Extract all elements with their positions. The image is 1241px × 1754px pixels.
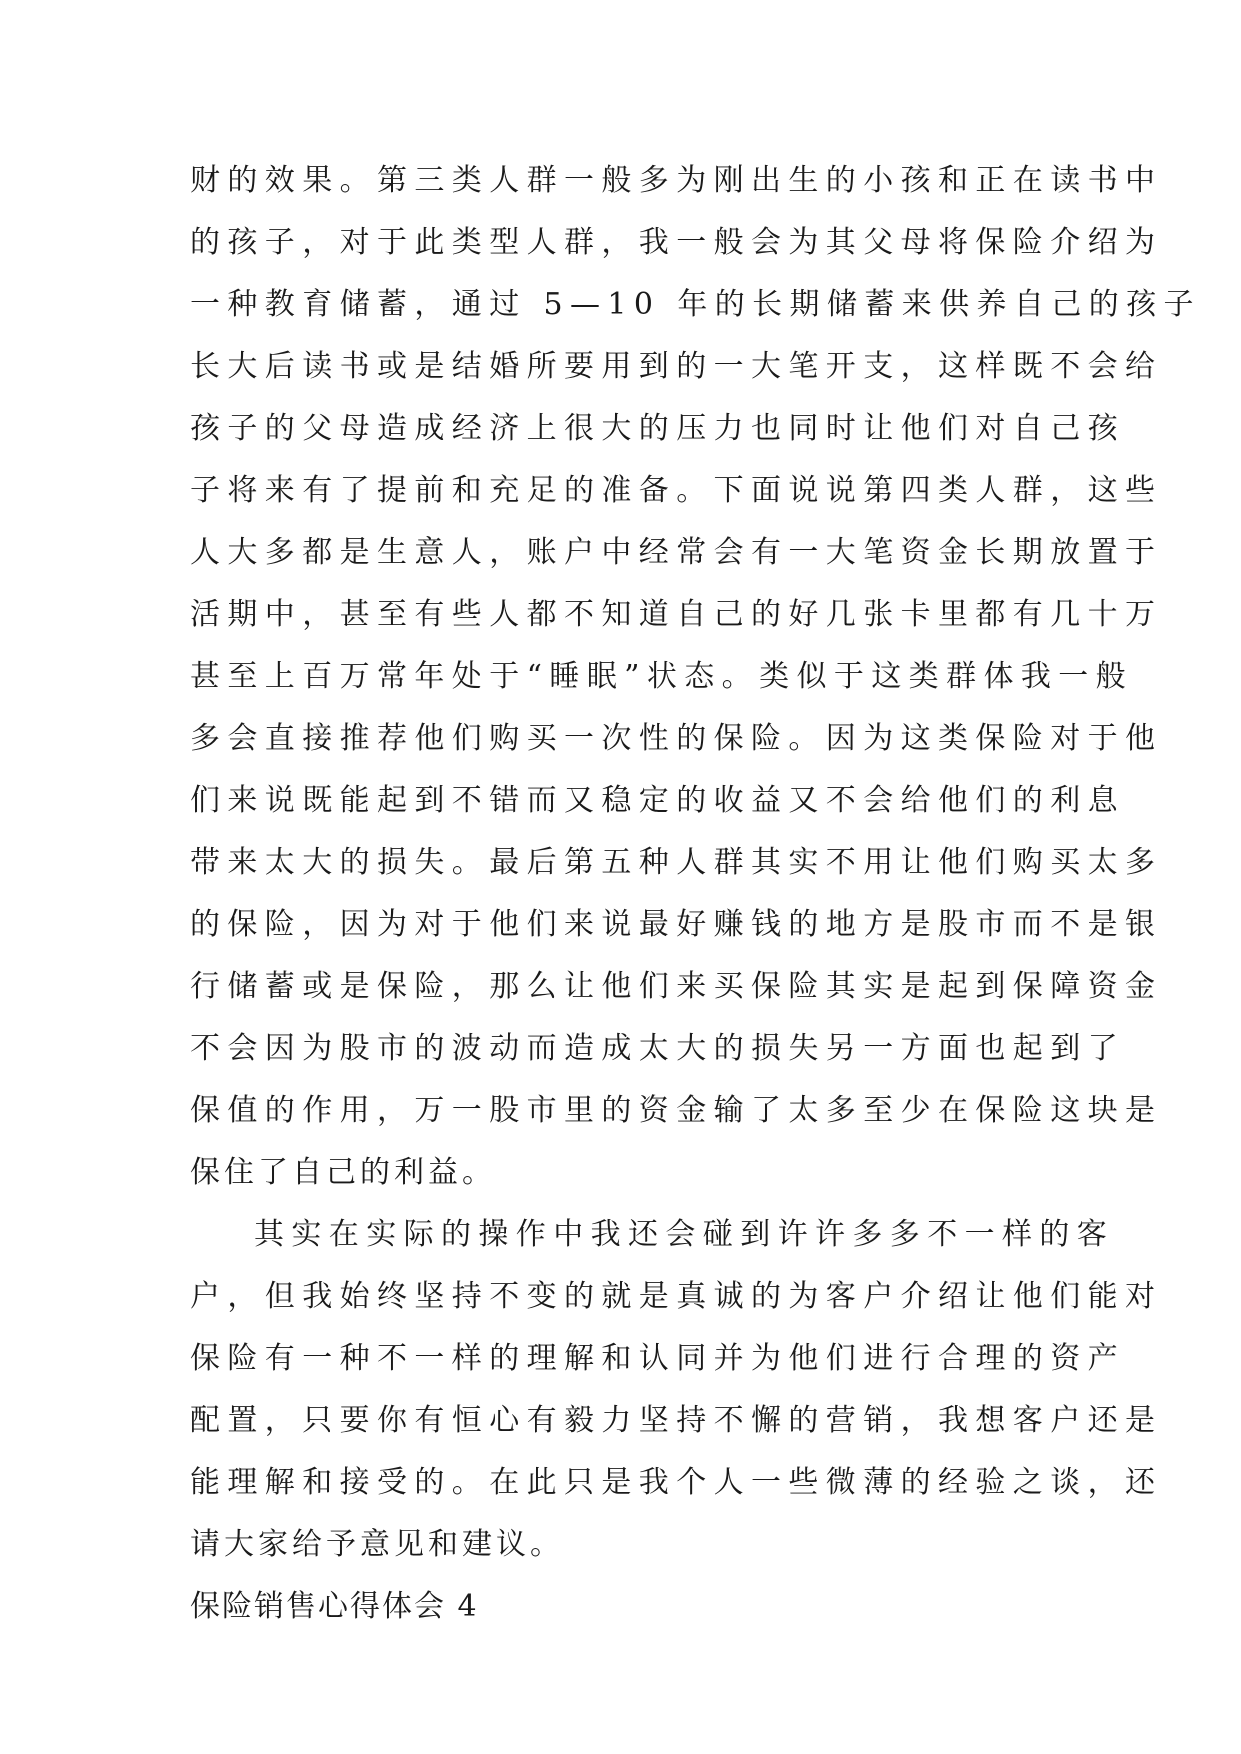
section-heading: 保险销售心得体会 4: [190, 1589, 479, 1624]
text-line: 活期中，甚至有些人都不知道自己的好几张卡里都有几十万: [190, 597, 1163, 632]
text-line: 配置，只要你有恒心有毅力坚持不懈的营销，我想客户还是: [190, 1403, 1163, 1438]
text-line: 一种教育储蓄，通过 5—10 年的长期储蓄来供养自己的孩子: [190, 287, 1201, 322]
text-line: 保值的作用，万一股市里的资金输了太多至少在保险这块是: [190, 1093, 1163, 1128]
text-line: 的孩子，对于此类型人群，我一般会为其父母将保险介绍为: [190, 225, 1163, 260]
document-page: [190, 150, 1201, 1638]
paragraph-1: [190, 150, 1201, 1204]
text-line: 户，但我始终坚持不变的就是真诚的为客户介绍让他们能对: [190, 1279, 1163, 1314]
text-line: 的保险，因为对于他们来说最好赚钱的地方是股市而不是银: [190, 907, 1163, 942]
text-line: 其实在实际的操作中我还会碰到许许多多不一样的客: [254, 1217, 1115, 1252]
text-line: 子将来有了提前和充足的准备。下面说说第四类人群，这些: [190, 473, 1163, 508]
text-line: 们来说既能起到不错而又稳定的收益又不会给他们的利息: [190, 783, 1125, 818]
text-line: 保住了自己的利益。: [190, 1155, 496, 1190]
paragraph-2: [190, 1204, 1163, 1576]
text-line: 请大家给予意见和建议。: [190, 1527, 564, 1562]
text-line: 甚至上百万常年处于“睡眠”状态。类似于这类群体我一般: [190, 659, 1134, 694]
text-line: 带来太大的损失。最后第五种人群其实不用让他们购买太多: [190, 845, 1163, 880]
text-line: 人大多都是生意人，账户中经常会有一大笔资金长期放置于: [190, 535, 1163, 570]
text-line: 行储蓄或是保险，那么让他们来买保险其实是起到保障资金: [190, 969, 1163, 1004]
text-line: 多会直接推荐他们购买一次性的保险。因为这类保险对于他: [190, 721, 1163, 756]
text-line: 保险有一种不一样的理解和认同并为他们进行合理的资产: [190, 1341, 1125, 1376]
text-line: 能理解和接受的。在此只是我个人一些微薄的经验之谈，还: [190, 1465, 1163, 1500]
text-line: 财的效果。第三类人群一般多为刚出生的小孩和正在读书中: [190, 163, 1163, 198]
text-line: 孩子的父母造成经济上很大的压力也同时让他们对自己孩: [190, 411, 1125, 446]
text-line: 长大后读书或是结婚所要用到的一大笔开支，这样既不会给: [190, 349, 1163, 384]
text-line: 不会因为股市的波动而造成太大的损失另一方面也起到了: [190, 1031, 1125, 1066]
